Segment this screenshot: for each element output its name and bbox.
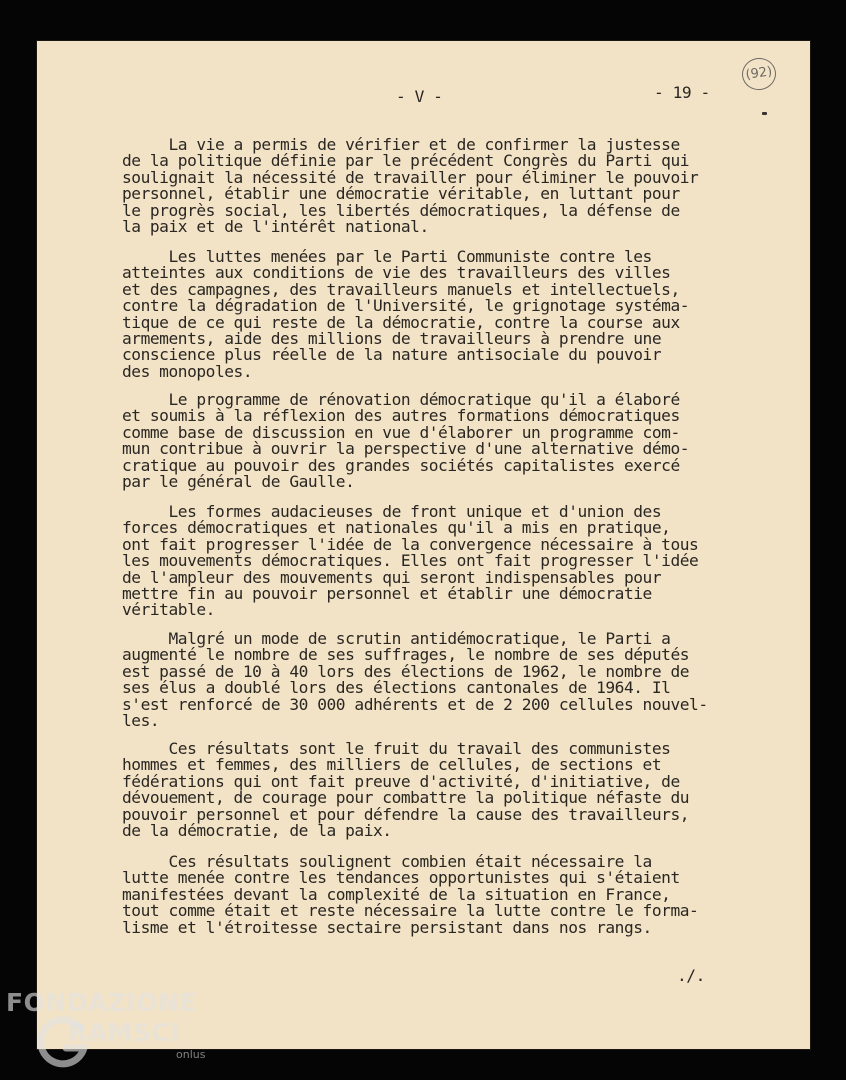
text-line: ont fait progresser l'idée de la convergence nécessaire à tous <box>122 534 699 554</box>
text-line: Ces résultats sont le fruit du travail des communistes <box>122 739 671 758</box>
paragraph-2 <box>122 249 742 380</box>
text-line: conscience plus réelle de la nature antisociale du pouvoir <box>122 345 662 365</box>
text-line: comme base de discussion en vue d'élaborer un programme com- <box>122 422 680 442</box>
archive-number-stamp: (92) <box>740 56 778 92</box>
text-line: Les formes audacieuses de front unique et d'union des <box>122 502 662 521</box>
text-line: dévouement, de courage pour combattre la politique néfaste du <box>122 788 690 808</box>
fondazione-gramsci-watermark <box>6 988 216 1068</box>
text-line: Les luttes menées par le Parti Communiste contre les <box>122 247 652 266</box>
text-line: lutte menée contre les tendances opportunistes qui s'étaient <box>122 868 680 888</box>
paragraph-1 <box>122 137 742 235</box>
text-line: les. <box>122 711 160 731</box>
page-number: - 19 - <box>654 83 710 102</box>
text-line: armements, aide des millions de travailleurs à prendre une <box>122 329 662 349</box>
text-line: atteintes aux conditions de vie des travailleurs des villes <box>122 263 671 283</box>
text-line: personnel, établir une démocratie véritable, en luttant pour <box>122 184 680 204</box>
text-line: les mouvements démocratiques. Elles ont fait progresser l'idée <box>122 551 699 571</box>
text-line: véritable. <box>122 600 215 620</box>
paragraph-6 <box>122 741 742 839</box>
text-line: la paix et de l'intérêt national. <box>122 217 429 237</box>
text-line: hommes et femmes, des milliers de cellules, de sections et <box>122 755 662 775</box>
watermark-line-2: RAMSCI <box>68 1018 181 1047</box>
text-line: et des campagnes, des travailleurs manuels et intellectuels, <box>122 279 680 299</box>
text-line: soulignait la nécessité de travailler pour éliminer le pouvoir <box>122 167 699 187</box>
section-heading: - V - <box>396 87 443 106</box>
text-line: tout comme était et reste nécessaire la lutte contre le forma- <box>122 901 699 921</box>
text-line: La vie a permis de vérifier et de confirmer la justesse <box>122 135 680 154</box>
text-line: par le général de Gaulle. <box>122 472 355 492</box>
text-line: de la démocratie, de la paix. <box>122 821 392 841</box>
text-line: augmenté le nombre de ses suffrages, le nombre de ses députés <box>122 645 690 665</box>
text-line: s'est renforcé de 30 000 adhérents et de 2 200 cellules nouvel- <box>122 694 708 714</box>
text-line: Malgré un mode de scrutin antidémocratique, le Parti a <box>122 629 671 648</box>
continuation-mark: ./. <box>677 966 705 985</box>
text-line: contre la dégradation de l'Université, le grignotage systéma- <box>122 296 690 316</box>
text-line: est passé de 10 à 40 lors des élections de 1962, le nombre de <box>122 661 690 681</box>
text-line: lisme et l'étroitesse sectaire persistant dans nos rangs. <box>122 917 652 937</box>
text-line: mun contribue à ouvrir la perspective d'une alternative démo- <box>122 439 690 459</box>
text-line: et soumis à la réflexion des autres formations démocratiques <box>122 406 680 426</box>
text-line: ses élus a doublé lors des élections cantonales de 1964. Il <box>122 678 671 698</box>
text-line: cratique au pouvoir des grandes sociétés capitalistes exercé <box>122 455 680 475</box>
text-line: de l'ampleur des mouvements qui seront indispensables pour <box>122 567 662 587</box>
paragraph-4 <box>122 504 742 619</box>
paragraph-7 <box>122 854 742 936</box>
text-line: Ces résultats soulignent combien était nécessaire la <box>122 852 652 871</box>
text-line: pouvoir personnel et pour défendre la cause des travailleurs, <box>122 804 690 824</box>
watermark-line-1: FONDAZIONE <box>6 988 198 1017</box>
watermark-suffix: onlus <box>176 1048 206 1061</box>
paragraph-5 <box>122 631 742 729</box>
text-line: le progrès social, les libertés démocratiques, la défense de <box>122 200 680 220</box>
text-line: forces démocratiques et nationales qu'il a mis en pratique, <box>122 518 671 538</box>
text-line: des monopoles. <box>122 361 253 381</box>
text-line: Le programme de rénovation démocratique qu'il a élaboré <box>122 390 680 409</box>
paragraph-3 <box>122 392 742 490</box>
text-line: fédérations qui ont fait preuve d'activité, d'initiative, de <box>122 771 680 791</box>
ink-mark <box>762 112 767 115</box>
text-line: mettre fin au pouvoir personnel et établir une démocratie <box>122 584 652 604</box>
text-line: tique de ce qui reste de la démocratie, contre la course aux <box>122 312 680 332</box>
text-line: de la politique définie par le précédent Congrès du Parti qui <box>122 151 690 171</box>
text-line: manifestées devant la complexité de la situation en France, <box>122 884 671 904</box>
